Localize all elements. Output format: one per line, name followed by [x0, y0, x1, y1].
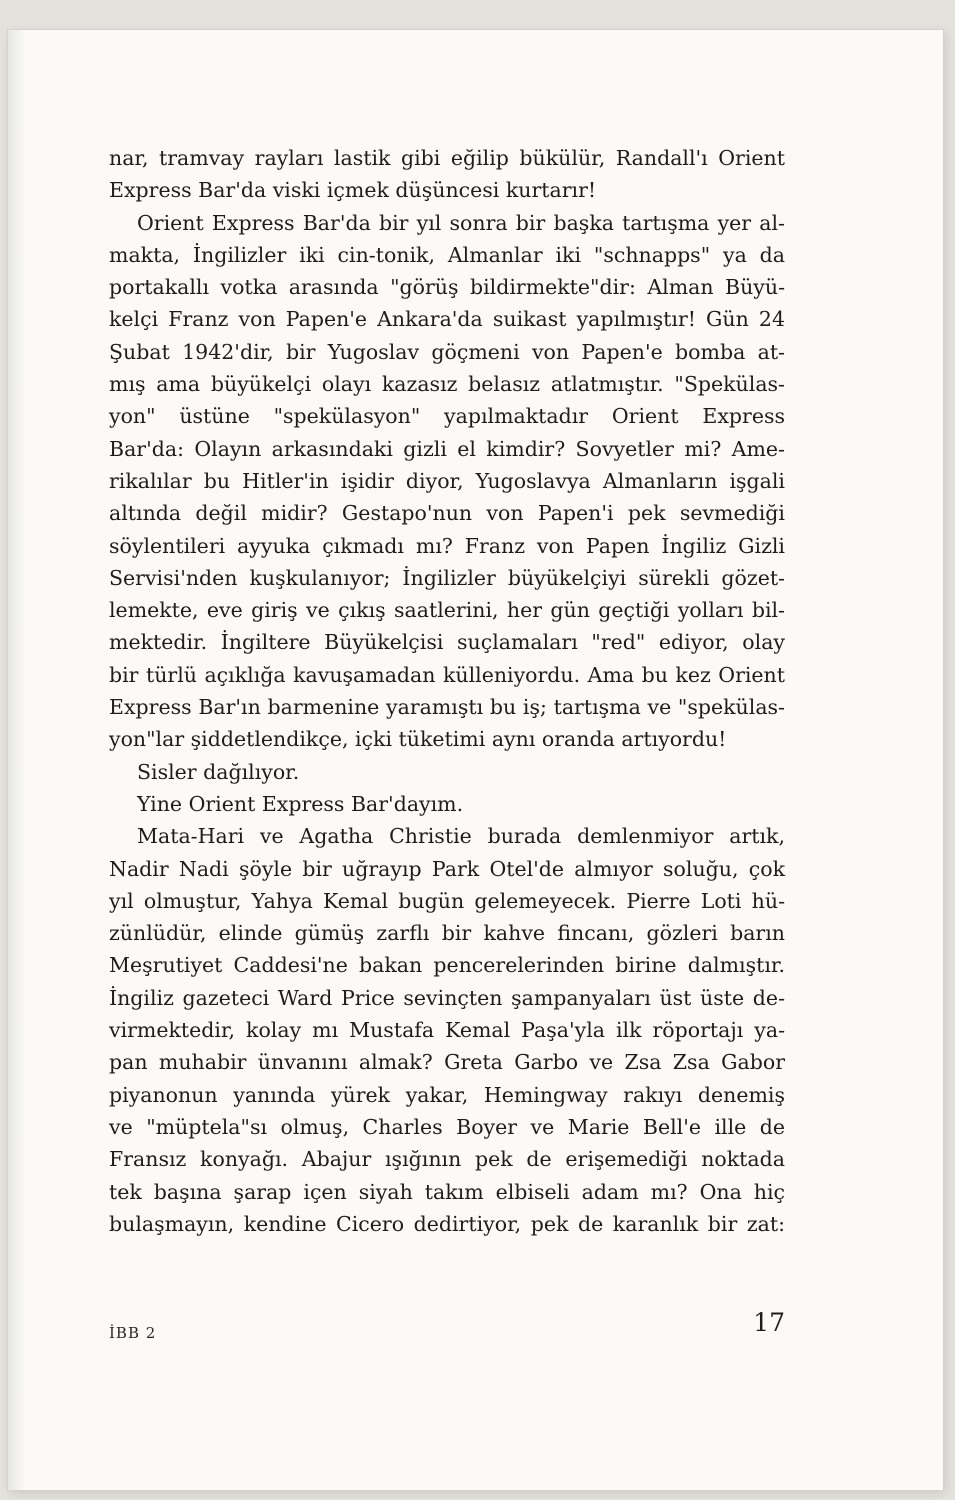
book-page: [8, 30, 943, 1490]
signature-mark: İBB 2: [109, 1324, 157, 1342]
text-line: Express Bar'da viski içmek düşüncesi kurtarır!: [109, 178, 597, 203]
text-line: Mata-Hari ve Agatha Christie burada demlenmiyor artık,: [137, 824, 785, 849]
text-line: Servisi'nden kuşkulanıyor; İngilizler büyükelçiyi sürekli gözet-: [109, 565, 785, 590]
text-line: kelçi Franz von Papen'e Ankara'da suikast yapılmıştır! Gün 24: [109, 307, 785, 332]
text-line: virmektedir, kolay mı Mustafa Kemal Paşa'yla ilk röportajı ya-: [109, 1018, 785, 1043]
text-line: piyanonun yanında yürek yakar, Hemingway rakıyı denemiş: [109, 1082, 785, 1107]
text-line: mektedir. İngiltere Büyükelçisi suçlamaları "red" ediyor, olay: [109, 630, 785, 655]
text-line: tek başına şarap içen siyah takım elbiseli adam mı? Ona hiç: [109, 1179, 785, 1204]
text-line: altında değil midir? Gestapo'nun von Papen'i pek sevmediği: [109, 501, 785, 526]
text-line: İngiliz gazeteci Ward Price sevinçten şampanyaları üst üste de-: [109, 985, 785, 1010]
text-line: rikalılar bu Hitler'in işidir diyor, Yugoslavya Almanların işgali: [109, 468, 785, 493]
text-line: Nadir Nadi şöyle bir uğrayıp Park Otel'de almıyor soluğu, çok: [109, 856, 785, 881]
text-line: nar, tramvay rayları lastik gibi eğilip bükülür, Randall'ı Orient: [109, 146, 785, 170]
text-line: mış ama büyükelçi olayı kazasız belasız atlatmıştır. "Spekülas-: [109, 372, 785, 397]
text-line: Yine Orient Express Bar'dayım.: [137, 791, 464, 816]
text-line: makta, İngilizler iki cin-tonik, Almanlar iki "schnapps" ya da: [109, 242, 785, 267]
text-line: Meşrutiyet Caddesi'ne bakan pencerelerinden birine dalmıştır.: [109, 953, 785, 978]
spine-shadow: [8, 30, 26, 1490]
text-line: söylentileri ayyuka çıkmadı mı? Franz von Papen İngiliz Gizli: [109, 533, 785, 558]
text-line: ve "müptela"sı olmuş, Charles Boyer ve Marie Bell'e ille de: [109, 1114, 785, 1139]
text-line: Bar'da: Olayın arkasındaki gizli el kimdir? Sovyetler mi? Ame-: [109, 436, 785, 461]
text-line: bir türlü açıklığa kavuşamadan külleniyordu. Ama bu kez Orient: [109, 662, 785, 687]
text-line: Fransız konyağı. Abajur ışığının pek de erişemediği noktada: [109, 1147, 785, 1172]
text-line: yon"lar şiddetlendikçe, içki tüketimi aynı oranda artıyordu!: [109, 727, 727, 752]
text-line: Sisler dağılıyor.: [137, 759, 300, 784]
text-line: portakallı votka arasında "görüş bildirmekte"dir: Alman Büyü-: [109, 275, 785, 300]
text-line: Express Bar'ın barmenine yaramıştı bu iş; tartışma ve "spekülas-: [109, 695, 785, 720]
text-line: Şubat 1942'dir, bir Yugoslav göçmeni von Papen'e bomba at-: [109, 339, 785, 364]
text-line: pan muhabir ünvanını almak? Greta Garbo ve Zsa Zsa Gabor: [109, 1050, 785, 1075]
text-line: zünlüdür, elinde gümüş zarflı bir kahve fincanı, gözleri barın: [109, 921, 785, 946]
body-text: [109, 142, 785, 1240]
text-line: Orient Express Bar'da bir yıl sonra bir başka tartışma yer al-: [137, 210, 785, 235]
text-line: yon" üstüne "spekülasyon" yapılmaktadır Orient Express: [109, 404, 785, 429]
text-line: bulaşmayın, kendine Cicero dedirtiyor, pek de karanlık bir zat:: [109, 1211, 785, 1236]
page-number: 17: [753, 1308, 785, 1337]
text-line: yıl olmuştur, Yahya Kemal bugün gelemeyecek. Pierre Loti hü-: [109, 888, 785, 913]
text-line: lemekte, eve giriş ve çıkış saatlerini, her gün geçtiği yolları bil-: [109, 598, 785, 623]
